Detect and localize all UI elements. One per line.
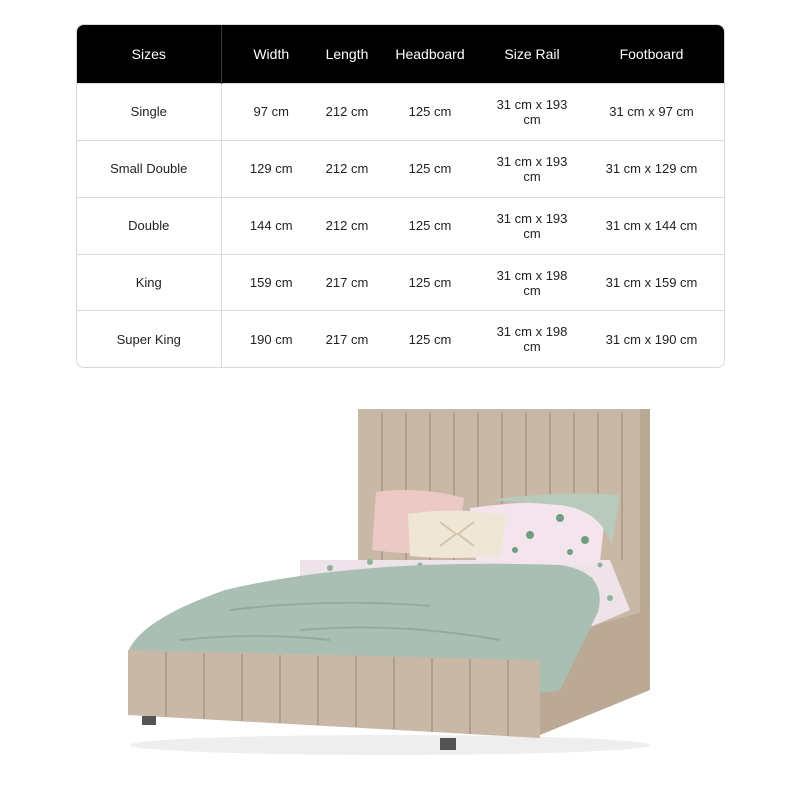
size-name-cell: Small Double (77, 140, 221, 197)
table-row (77, 140, 725, 197)
header-length: Length (321, 25, 373, 84)
size-rail-cell: 31 cm x 193 cm (487, 140, 577, 197)
width-cell: 129 cm (221, 140, 321, 197)
width-cell: 190 cm (221, 311, 321, 367)
length-cell: 212 cm (321, 140, 373, 197)
size-rail-cell: 31 cm x 193 cm (487, 84, 577, 141)
header-sizes: Sizes (77, 25, 221, 84)
length-cell: 212 cm (321, 197, 373, 254)
size-name-cell: Double (77, 197, 221, 254)
footboard-cell: 31 cm x 129 cm (577, 140, 725, 197)
headboard-cell: 125 cm (373, 311, 487, 367)
headboard-cell: 125 cm (373, 140, 487, 197)
header-footboard: Footboard (577, 25, 725, 84)
footboard-cell: 31 cm x 97 cm (577, 84, 725, 141)
size-name-cell: King (77, 254, 221, 311)
headboard-cell: 125 cm (373, 197, 487, 254)
floor-shadow (130, 735, 650, 755)
size-rail-cell: 31 cm x 193 cm (487, 197, 577, 254)
bed-leg (142, 716, 156, 725)
size-name-cell: Single (77, 84, 221, 141)
width-cell: 159 cm (221, 254, 321, 311)
upholstered-panel-bed-photo (110, 400, 670, 760)
footboard-cell: 31 cm x 190 cm (577, 311, 725, 367)
table-row (77, 84, 725, 141)
size-table (76, 24, 725, 368)
header-width: Width (221, 25, 321, 84)
footboard-cell: 31 cm x 144 cm (577, 197, 725, 254)
size-rail-cell: 31 cm x 198 cm (487, 311, 577, 367)
headboard-cell: 125 cm (373, 254, 487, 311)
table-header-row (77, 25, 725, 84)
length-cell: 212 cm (321, 84, 373, 141)
length-cell: 217 cm (321, 254, 373, 311)
footboard-cell: 31 cm x 159 cm (577, 254, 725, 311)
table-row (77, 311, 725, 367)
header-headboard: Headboard (373, 25, 487, 84)
table-row (77, 254, 725, 311)
headboard-cell: 125 cm (373, 84, 487, 141)
size-rail-cell: 31 cm x 198 cm (487, 254, 577, 311)
footboard (128, 650, 540, 738)
header-size-rail: Size Rail (487, 25, 577, 84)
width-cell: 97 cm (221, 84, 321, 141)
table-row (77, 197, 725, 254)
headboard-side (640, 409, 650, 641)
size-name-cell: Super King (77, 311, 221, 367)
bed-leg (440, 738, 456, 750)
width-cell: 144 cm (221, 197, 321, 254)
length-cell: 217 cm (321, 311, 373, 367)
